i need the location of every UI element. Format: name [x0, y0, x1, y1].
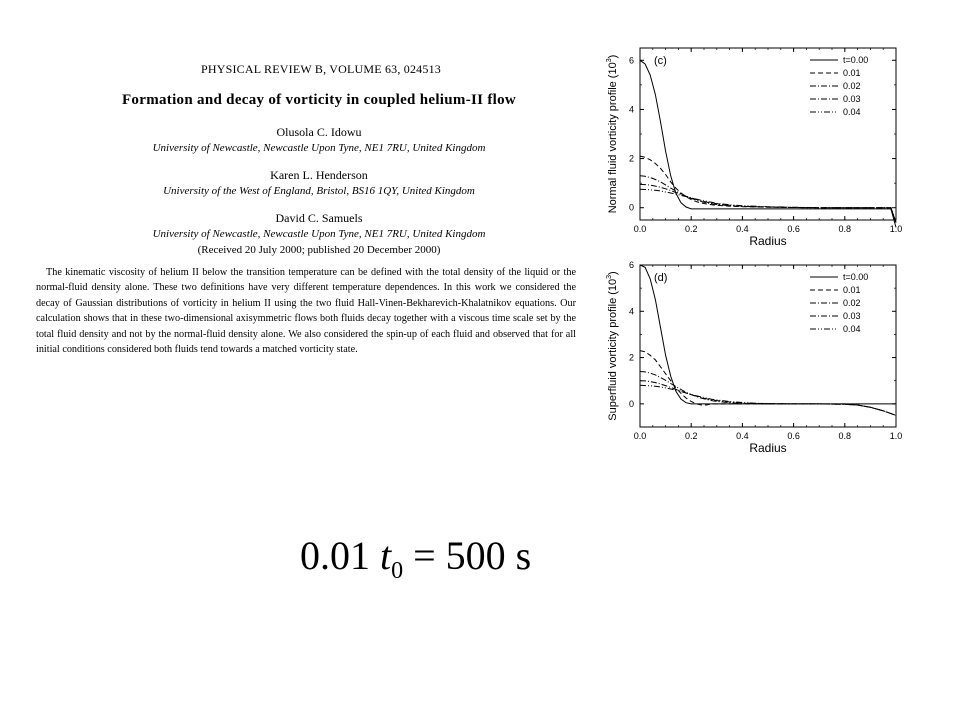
- chart-normal-fluid: [600, 30, 910, 250]
- series-line: [640, 156, 896, 222]
- author-affiliation: University of Newcastle, Newcastle Upon Tyne, NE1 7RU, United Kingdom: [152, 142, 486, 154]
- x-tick-label: 0.8: [838, 224, 852, 234]
- legend-entry: 0.03: [843, 311, 861, 321]
- caption-subscript: 0: [391, 558, 404, 584]
- y-tick-label: 6: [628, 260, 634, 270]
- abstract-text: The kinematic viscosity of helium II below the transition temperature can be defined with the total density of the liquid or the normal-fluid density alone. These two definitions have very different temperature dependences. In this work we considered the decay of Gaussian distributions of vorticity in helium II using the two fluid Hall-Vinen-Bekharevich-Khalatnikov equations. Our calculation shows that in these two-dimensional axisymmetric flows both fluids decay together with a viscous time scale set by the total fluid density and not by the normal-fluid density alone. We also considered the spin-up of each fluid and observed that for all initial conditions considered both fluids tend towards a matched vorticity state.: [36, 267, 576, 356]
- series-line: [640, 372, 896, 416]
- author-affiliation: University of Newcastle, Newcastle Upon Tyne, NE1 7RU, United Kingdom: [152, 228, 486, 240]
- author-name: Olusola C. Idowu: [276, 125, 362, 139]
- legend-entry: 0.03: [843, 94, 861, 104]
- caption-prefix: 0.01: [300, 533, 380, 578]
- legend-entry: 0.02: [843, 298, 861, 308]
- y-tick-label: 0: [628, 202, 634, 213]
- legend-entry: 0.02: [843, 81, 861, 91]
- y-tick-label: 4: [628, 104, 634, 115]
- y-tick-label: 0: [628, 398, 634, 409]
- journal-line: PHYSICAL REVIEW B, VOLUME 63, 024513: [201, 62, 441, 76]
- author-name: David C. Samuels: [275, 211, 363, 225]
- legend-entry: t=0.00: [843, 55, 869, 65]
- panel-label: (d): [654, 272, 668, 284]
- x-tick-label: 1.0: [889, 224, 903, 234]
- x-tick-label: 0.4: [736, 224, 749, 234]
- x-tick-label: 0.0: [633, 431, 647, 441]
- series-line: [640, 189, 896, 222]
- author-name: Karen L. Henderson: [270, 168, 368, 182]
- y-tick-label: 6: [628, 55, 634, 66]
- series-line: [640, 176, 896, 223]
- series-line: [640, 351, 896, 416]
- x-axis-label: Radius: [749, 234, 787, 248]
- y-axis-label: Superfluid vorticity profile $(10^3)$: [606, 271, 619, 421]
- panel-label: (c): [654, 55, 667, 67]
- x-tick-label: 0.0: [633, 224, 647, 234]
- x-tick-label: 1.0: [889, 431, 903, 441]
- caption-variable: t: [380, 533, 392, 578]
- author-affiliation: University of the West of England, Bristol, BS16 1QY, United Kingdom: [163, 185, 475, 197]
- x-tick-label: 0.4: [736, 431, 749, 441]
- chart-superfluid: [600, 255, 910, 460]
- caption-suffix: = 500 s: [403, 533, 532, 578]
- y-tick-label: 4: [628, 306, 634, 317]
- time-scale-caption: [300, 532, 531, 585]
- legend-entry: 0.01: [843, 68, 861, 78]
- x-tick-label: 0.8: [838, 431, 852, 441]
- paper-header: [36, 62, 576, 357]
- x-tick-label: 0.2: [684, 431, 698, 441]
- received-date: (Received 20 July 2000; published 20 December 2000): [197, 244, 441, 256]
- x-axis-label: Radius: [749, 441, 787, 455]
- legend-entry: 0.04: [843, 324, 861, 334]
- legend-entry: t=0.00: [843, 272, 869, 282]
- series-line: [640, 381, 896, 416]
- y-tick-label: 2: [628, 153, 634, 164]
- legend-entry: 0.04: [843, 107, 861, 117]
- x-tick-label: 0.2: [684, 224, 698, 234]
- x-tick-label: 0.6: [787, 431, 800, 441]
- y-axis-label: Normal fluid vorticity profile $(10^3)$: [606, 54, 619, 214]
- legend-entry: 0.01: [843, 285, 861, 295]
- paper-title: Formation and decay of vorticity in coupled helium-II flow: [121, 92, 517, 108]
- x-tick-label: 0.6: [787, 224, 800, 234]
- y-tick-label: 2: [628, 352, 634, 363]
